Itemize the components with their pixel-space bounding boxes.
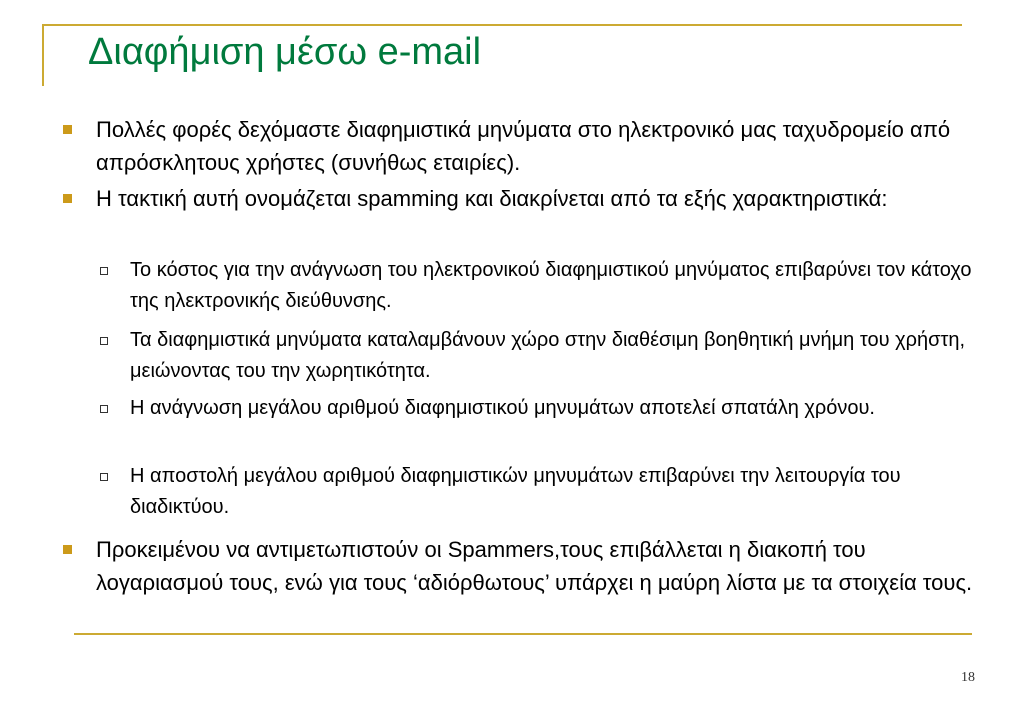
sub-bullet-text: Η ανάγνωση μεγάλου αριθμού διαφημιστικού μηνυμάτων αποτελεί σπατάλη χρόνου. [130, 397, 875, 419]
hollow-square-bullet-icon [100, 405, 108, 413]
title-accent-vertical-line [42, 24, 44, 86]
title-accent-top-line [42, 24, 962, 26]
slide-title: Διαφήμιση μέσω e-mail [88, 31, 482, 73]
square-bullet-icon [63, 125, 72, 134]
bullet-item [96, 533, 976, 599]
hollow-square-bullet-icon [100, 337, 108, 345]
sub-bullet-item [130, 393, 975, 424]
sub-bullet-item [130, 461, 975, 523]
bullet-text: Προκειμένου να αντιμετωπιστούν οι Spammers,τους επιβάλλεται η διακοπή του λογαριασμού τους, ενώ για τους ‘αδιόρθωτους’ υπάρχει η μαύρη λίστα με τα στοιχεία τους. [96, 537, 973, 595]
sub-bullet-text: Η αποστολή μεγάλου αριθμού διαφημιστικών μηνυμάτων επιβαρύνει την λειτουργία του διαδικτύου. [130, 465, 901, 518]
sub-bullet-text: Τα διαφημιστικά μηνύματα καταλαμβάνουν χώρο στην διαθέσιμη βοηθητική μνήμη του χρήστη, μειώνοντας του την χωρητικότητα. [130, 329, 966, 382]
bullet-item [96, 182, 976, 215]
hollow-square-bullet-icon [100, 473, 108, 481]
bullet-text: Πολλές φορές δεχόμαστε διαφημιστικά μηνύματα στο ηλεκτρονικό μας ταχυδρομείο από απρόσκλητους χρήστες (συνήθως εταιρίες). [96, 117, 951, 175]
page-number: 18 [961, 670, 975, 685]
sub-bullet-text: Το κόστος για την ανάγνωση του ηλεκτρονικού διαφημιστικού μηνύματος επιβαρύνει τον κάτοχο της ηλεκτρονικής διεύθυνσης. [130, 259, 972, 312]
sub-bullet-item [130, 325, 975, 387]
hollow-square-bullet-icon [100, 267, 108, 275]
footer-divider-line [74, 633, 972, 635]
square-bullet-icon [63, 194, 72, 203]
bullet-text: Η τακτική αυτή ονομάζεται spamming και διακρίνεται από τα εξής χαρακτηριστικά: [96, 186, 888, 211]
sub-bullet-item [130, 255, 975, 317]
bullet-item [96, 113, 976, 179]
square-bullet-icon [63, 545, 72, 554]
